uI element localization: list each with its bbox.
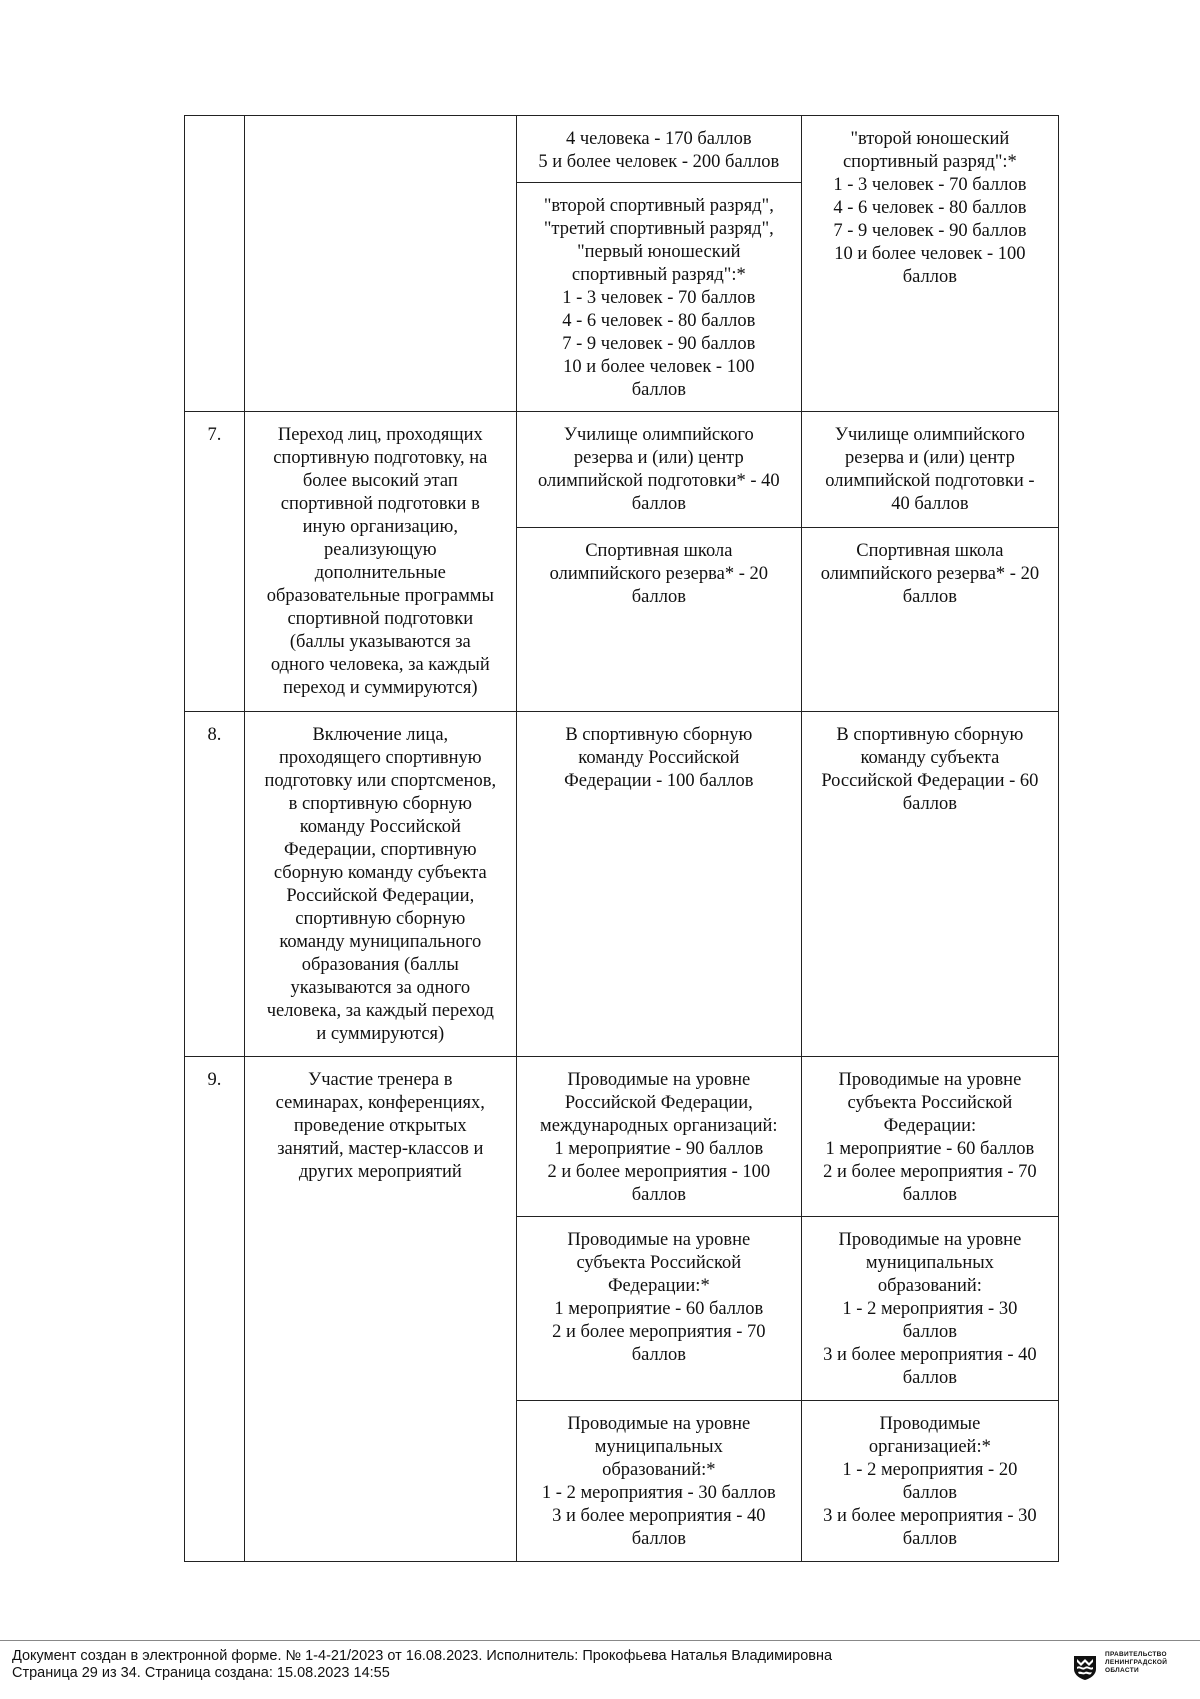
num-cell	[185, 712, 245, 1057]
score-text: 4 человека - 170 баллов 5 и более человек - 200 баллов	[538, 129, 780, 172]
score-cell-a	[516, 712, 801, 1057]
score-text: Училище олимпийского резерва и (или) центр олимпийской подготовки* - 40 баллов	[538, 425, 780, 514]
score-cell-b	[801, 712, 1058, 1057]
score-cell-a	[516, 412, 801, 528]
criteria-cell	[244, 712, 516, 1057]
score-text: Спортивная школа олимпийского резерва* - 20 баллов	[549, 541, 769, 607]
org-name-line: ЛЕНИНГРАДСКОЙ	[1105, 1659, 1168, 1666]
score-cell-a	[516, 116, 801, 183]
criteria-cell	[244, 1057, 516, 1562]
row-number: 8.	[207, 725, 222, 745]
score-cell-b	[801, 1217, 1058, 1401]
score-cell-b	[801, 528, 1058, 712]
org-name-line: ПРАВИТЕЛЬСТВО	[1105, 1651, 1167, 1658]
score-cell-a	[516, 1401, 801, 1562]
score-cell-b	[801, 1401, 1058, 1562]
footer-page-line: Страница 29 из 34. Страница создана: 15.08.2023 14:55	[12, 1665, 390, 1681]
footer-doc-line: Документ создан в электронной форме. № 1-4-21/2023 от 16.08.2023. Исполнитель: Прокофьева Наталья Владимировна	[12, 1648, 833, 1664]
score-text: Училище олимпийского резерва и (или) центр олимпийской подготовки - 40 баллов	[825, 425, 1035, 514]
score-text: Проводимые на уровне субъекта Российской Федерации: 1 мероприятие - 60 баллов 2 и более мероприятия - 70 баллов	[823, 1070, 1037, 1205]
org-name	[1105, 1651, 1195, 1675]
score-text: Проводимые на уровне муниципальных образований:* 1 - 2 мероприятия - 30 баллов 3 и более мероприятия - 40 баллов	[541, 1414, 776, 1549]
table-row	[185, 712, 1059, 1057]
criteria-cell	[244, 116, 516, 412]
table-row	[185, 412, 1059, 528]
score-text: Проводимые на уровне Российской Федерации, международных организаций: 1 мероприятие - 90 баллов 2 и более мероприятия - 100 баллов	[540, 1070, 778, 1205]
table-row	[185, 116, 1059, 183]
score-cell-a	[516, 1217, 801, 1401]
criteria-text: Включение лица, проходящего спортивную подготовку или спортсменов, в спортивную сборную команду Российской Федерации, спортивную сборную команду субъекта Российской Федерации, спортивную сборную команду муниципального образования (баллы указываются за одного человека, за каждый переход и суммируются)	[264, 725, 497, 1044]
num-cell	[185, 1057, 245, 1562]
score-text: Проводимые на уровне субъекта Российской Федерации:* 1 мероприятие - 60 баллов 2 и более мероприятия - 70 баллов	[552, 1230, 766, 1365]
criteria-text: Переход лиц, проходящих спортивную подготовку, на более высокий этап спортивной подготовки в иную организацию, реализующую дополнительные образовательные программы спортивной подготовки (баллы указываются за одного человека, за каждый переход и суммируются)	[266, 425, 494, 698]
org-name-line: ОБЛАСТИ	[1105, 1667, 1139, 1674]
score-text: Спортивная школа олимпийского резерва* - 20 баллов	[820, 541, 1040, 607]
num-cell	[185, 412, 245, 712]
row-number: 9.	[207, 1070, 222, 1090]
score-text: "второй спортивный разряд", "третий спортивный разряд", "первый юношеский спортивный разряд":* 1 - 3 человек - 70 баллов 4 - 6 человек - 80 баллов 7 - 9 человек - 90 баллов 10 и более человек - 100 баллов	[543, 196, 774, 400]
scoring-table	[184, 115, 1059, 1562]
score-text: "второй юношеский спортивный разряд":* 1 - 3 человек - 70 баллов 4 - 6 человек - 80 баллов 7 - 9 человек - 90 баллов 10 и более человек - 100 баллов	[833, 129, 1027, 287]
score-cell-a	[516, 1057, 801, 1217]
score-text: Проводимые организацией:* 1 - 2 мероприятия - 20 баллов 3 и более мероприятия - 30 баллов	[823, 1414, 1037, 1549]
score-text: В спортивную сборную команду Российской Федерации - 100 баллов	[564, 725, 754, 791]
score-text: В спортивную сборную команду субъекта Российской Федерации - 60 баллов	[821, 725, 1039, 814]
score-cell-b	[801, 412, 1058, 528]
score-text: Проводимые на уровне муниципальных образований: 1 - 2 мероприятия - 30 баллов 3 и более мероприятия - 40 баллов	[823, 1230, 1037, 1388]
score-cell-b	[801, 1057, 1058, 1217]
document-footer	[0, 1640, 1200, 1699]
criteria-text: Участие тренера в семинарах, конференциях, проведение открытых занятий, мастер-классов и других мероприятий	[275, 1070, 485, 1182]
footer-info	[12, 1648, 832, 1682]
table-row	[185, 1057, 1059, 1217]
score-cell-a	[516, 528, 801, 712]
score-cell-a	[516, 183, 801, 412]
row-number: 7.	[207, 425, 222, 445]
score-cell-b	[801, 116, 1058, 412]
num-cell	[185, 116, 245, 412]
coat-of-arms-icon	[1071, 1653, 1099, 1681]
criteria-cell	[244, 412, 516, 712]
